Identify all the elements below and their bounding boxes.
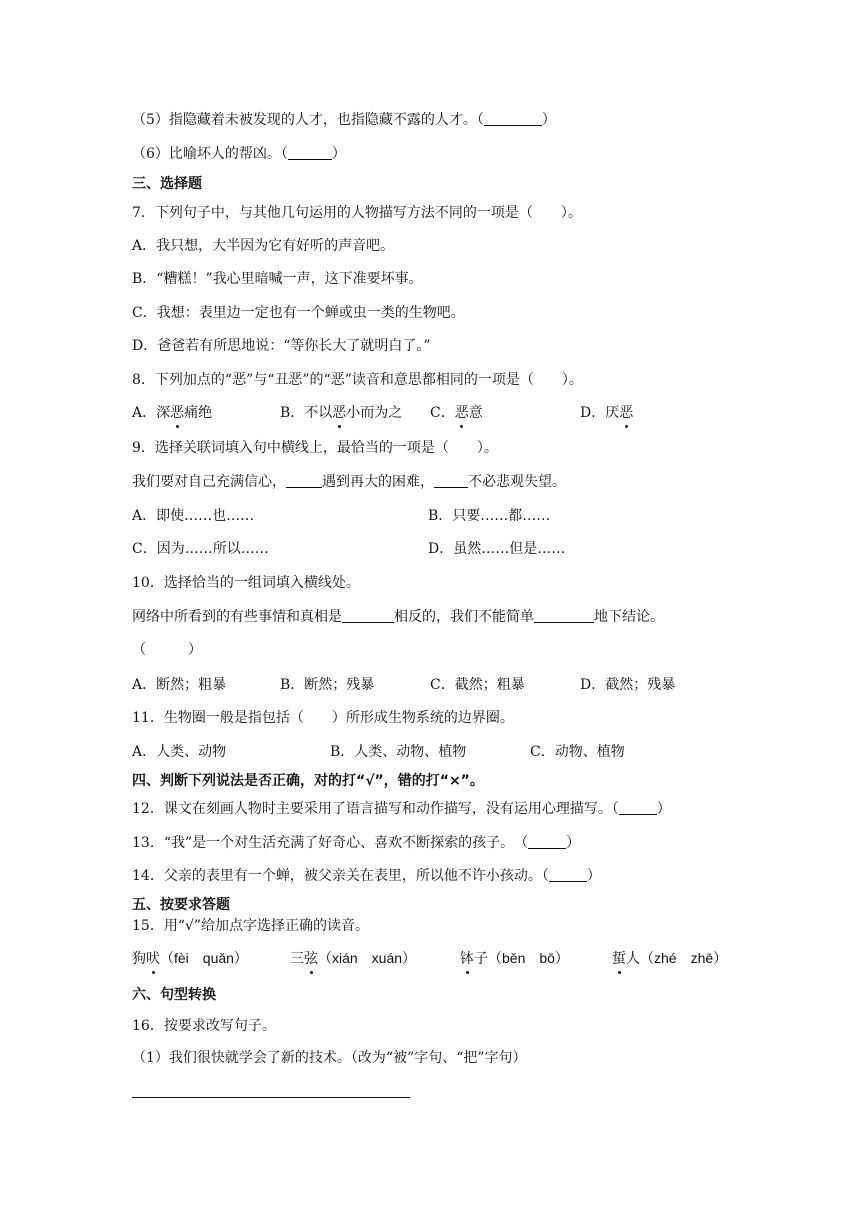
section-heading: 四、判断下列说法是否正确，对的打“√”，错的打“×”。	[132, 773, 484, 789]
answer-parentheses[interactable]: （ ）	[132, 642, 202, 658]
answer-blank[interactable]	[534, 608, 594, 623]
answer-blank[interactable]	[619, 800, 657, 815]
question-13: 13．“我”是一个对生活充满了好奇心、喜欢不断探索的孩子。 （ ）	[132, 835, 581, 851]
option-c[interactable]: C．我想：表里边一定也有一个蝉或虫一类的生物吧。	[132, 305, 465, 321]
pinyin-item[interactable]: 三弦（xián xuán）	[290, 950, 417, 967]
dotted-char: 恶	[454, 405, 469, 421]
dotted-char: 吠	[146, 951, 160, 967]
question-5: （5）指隐藏着未被发现的人才，也指隐藏不露的人才。（ ）	[132, 112, 556, 128]
question-7-stem: 7．下列句子中，与其他几句运用的人物描写方法不同的一项是（ ）。	[132, 205, 582, 221]
answer-blank[interactable]	[528, 834, 566, 849]
section-heading: 五、按要求答题	[132, 897, 230, 913]
answer-line[interactable]	[132, 1097, 410, 1098]
option-d[interactable]: D．爸爸若有所思地说：“等你长大了就明白了。”	[132, 338, 431, 354]
option-c[interactable]: C．截然；粗暴	[430, 677, 525, 693]
option-a[interactable]: A．人类、动物	[132, 744, 227, 760]
question-16-sub1: （1）我们很快就学会了新的技术。（改为“被”字句、“把”字句）	[132, 1050, 527, 1066]
dotted-char: 恶	[619, 405, 634, 421]
question-15-stem: 15．用“√”给加点字选择正确的读音。	[132, 918, 370, 934]
question-6: （6）比喻坏人的帮凶。（ ）	[132, 146, 346, 162]
question-14: 14．父亲的表里有一个蝉，被父亲关在表里，所以他不许小孩动。（ ）	[132, 868, 601, 884]
dotted-char: 蜇	[612, 951, 626, 967]
question-9-sentence: 我们要对自己充满信心， 遇到再大的困难， 不必悲观失望。	[132, 474, 566, 490]
answer-blank[interactable]	[549, 867, 587, 882]
dotted-char: 钵	[460, 951, 474, 967]
option-a[interactable]: A．断然；粗暴	[132, 677, 227, 693]
option-c[interactable]: C．因为……所以……	[132, 541, 269, 557]
option-d[interactable]: D．厌恶	[580, 405, 634, 421]
section-heading: 三、选择题	[132, 176, 202, 192]
dotted-char: 恶	[170, 405, 185, 421]
option-a[interactable]: A．深恶痛绝	[132, 405, 213, 421]
dotted-char: 恶	[332, 405, 347, 421]
answer-blank[interactable]	[342, 608, 394, 623]
option-b[interactable]: B．人类、动物、植物	[330, 744, 467, 760]
question-10-sentence: 网络中所看到的有些事情和真相是 相反的，我们不能简单 地下结论。	[132, 609, 664, 625]
answer-blank[interactable]	[484, 111, 542, 126]
option-d[interactable]: D．截然；残暴	[580, 677, 676, 693]
option-b[interactable]: B．不以恶小而为之	[280, 405, 403, 421]
section-heading: 六、句型转换	[132, 987, 216, 1003]
option-b[interactable]: B．“糟糕！”我心里暗喊一声，这下准要坏事。	[132, 271, 423, 287]
question-8-stem: 8．下列加点的“恶”与“丑恶”的“恶”读音和意思都相同的一项是（ ）。	[132, 372, 583, 388]
question-16-stem: 16．按要求改写句子。	[132, 1018, 276, 1034]
pinyin-item[interactable]: 钵子（běn bō）	[460, 950, 569, 967]
pinyin-item[interactable]: 狗吠（fèi quǎn）	[132, 950, 248, 967]
question-9-stem: 9．选择关联词填入句中横线上，最恰当的一项是（ ）。	[132, 440, 498, 456]
option-b[interactable]: B．只要……都……	[428, 508, 551, 524]
question-11-stem: 11．生物圈一般是指包括（ ）所形成生物系统的边界圈。	[132, 710, 514, 726]
option-b[interactable]: B．断然；残暴	[280, 677, 375, 693]
dotted-char: 弦	[304, 951, 318, 967]
answer-blank[interactable]	[434, 473, 468, 488]
option-a[interactable]: A．即使……也……	[132, 508, 255, 524]
pinyin-item[interactable]: 蜇人（zhé zhē）	[612, 950, 728, 967]
question-12: 12．课文在刻画人物时主要采用了语言描写和动作描写，没有运用心理描写。（ ）	[132, 801, 671, 817]
answer-blank[interactable]	[286, 473, 322, 488]
question-10-stem: 10．选择恰当的一组词填入横线处。	[132, 575, 360, 591]
option-d[interactable]: D．虽然……但是……	[428, 541, 566, 557]
option-c[interactable]: C．动物、植物	[530, 744, 625, 760]
option-a[interactable]: A．我只想，大半因为它有好听的声音吧。	[132, 238, 395, 254]
answer-blank[interactable]	[288, 145, 332, 160]
option-c[interactable]: C．恶意	[430, 405, 483, 421]
